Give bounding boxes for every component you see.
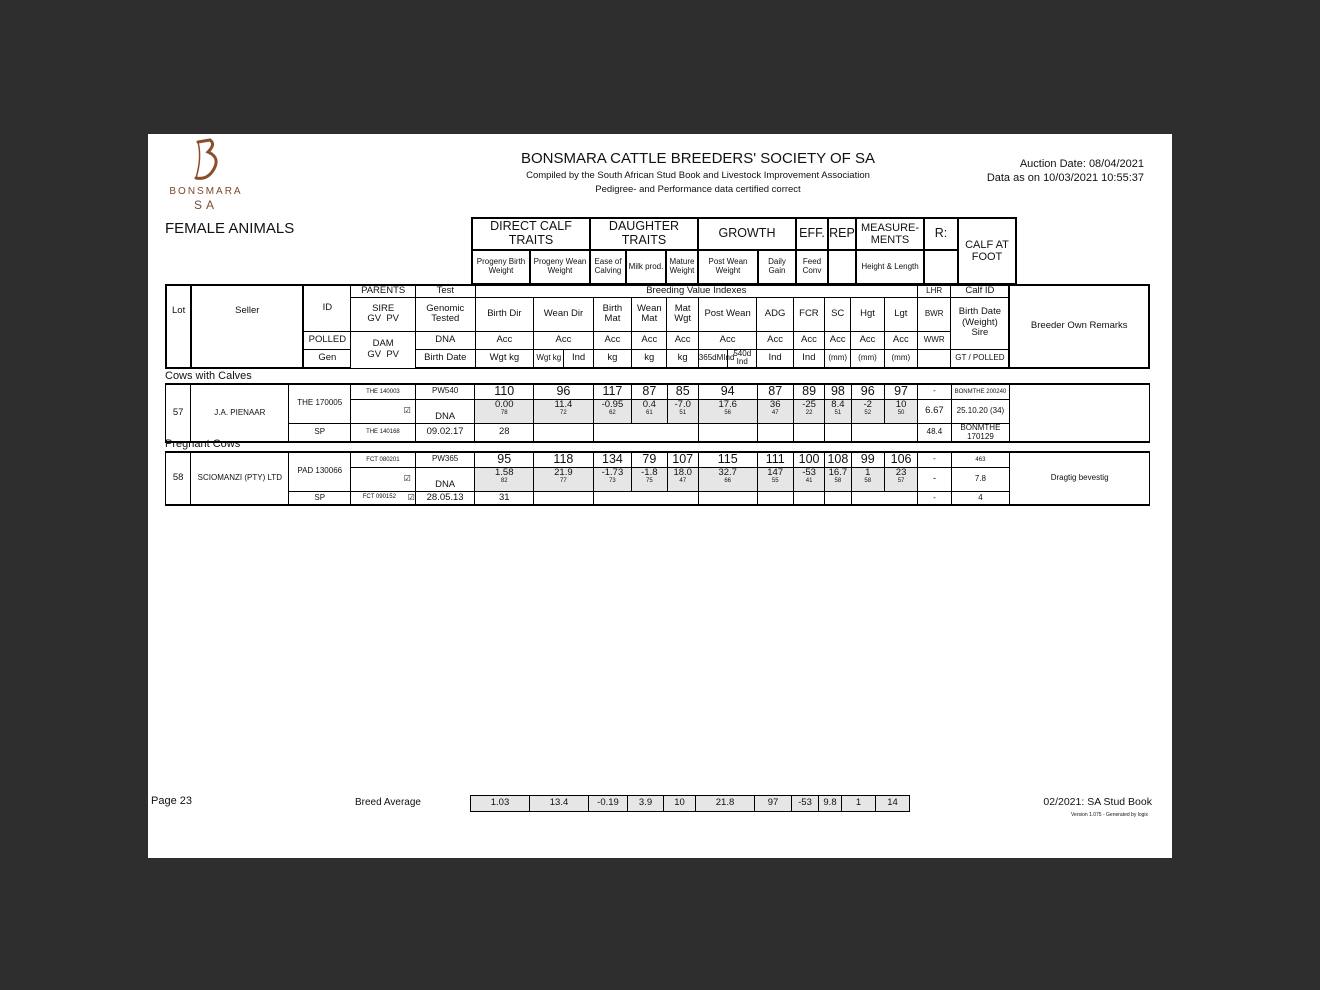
col-fcr: FCR (793, 297, 824, 331)
bvi-value: 79 (632, 452, 667, 467)
breed-average-value: 14 (876, 796, 910, 812)
subtitle-1: Compiled by the South African Stud Book and Livestock Improvement Association (526, 170, 870, 181)
ratio-3: - (918, 491, 951, 505)
bvi-value: 100 (793, 452, 824, 467)
bvi-acc: 75 (645, 478, 653, 485)
lot-number: 58 (166, 452, 191, 505)
bvi-ebv: -2 (863, 398, 872, 410)
wgt-value: 31 (475, 491, 534, 505)
bvi-acc: 78 (500, 410, 508, 417)
unit-kg-1: kg (593, 349, 631, 368)
group-rep: REP (828, 218, 856, 250)
gen-code: SP (289, 491, 351, 505)
col-wean-mat: Wean Mat (632, 297, 667, 331)
animal-id: THE 170005 (289, 384, 351, 423)
bvi-ebv: 11.4 (554, 398, 573, 410)
acc-6: Acc (698, 331, 757, 349)
bvi-cell (698, 399, 757, 423)
test-code: PW365 (415, 452, 475, 467)
dna-label: DNA (415, 399, 475, 423)
col-calf-id: Calf ID (951, 285, 1010, 297)
col-bwr: BWR (918, 297, 951, 331)
bvi-value: 89 (793, 384, 824, 399)
bvi-acc: 77 (560, 478, 567, 485)
breed-average-value: 1.03 (471, 796, 530, 812)
bvi-cell (593, 467, 631, 491)
bvi-ebv: -25 (802, 398, 816, 410)
col-mat-wgt: Mat Wgt (667, 297, 698, 331)
bvi-value: 87 (632, 384, 667, 399)
sire-gv: GV (367, 313, 382, 324)
bvi-value: 96 (851, 384, 884, 399)
bvi-acc: 66 (724, 478, 732, 485)
section-title: FEMALE ANIMALS (165, 220, 295, 237)
animal-row-table (165, 451, 1150, 506)
breed-average-table (470, 795, 910, 812)
bvi-ebv: 32.7 (718, 466, 737, 478)
acc-11: Acc (884, 331, 917, 349)
bvi-value: 118 (534, 452, 594, 467)
category-pregnant: Pregnant Cows (165, 438, 241, 450)
acc-8: Acc (793, 331, 824, 349)
bvi-ebv: 0.00 (495, 398, 514, 410)
col-remarks: Breeder Own Remarks (1009, 285, 1149, 368)
col-genomic: Genomic Tested (415, 297, 475, 331)
birth-date: 28.05.13 (415, 491, 475, 505)
animal-id: PAD 130066 (289, 452, 351, 491)
acc-2: Acc (534, 331, 594, 349)
group-measurements: MEASURE-MENTS (856, 218, 924, 250)
bvi-cell (884, 467, 917, 491)
bvi-cell (475, 467, 534, 491)
bvi-acc: 47 (771, 410, 779, 417)
col-dam (351, 331, 416, 368)
group-daughter: DAUGHTER TRAITS (590, 218, 698, 250)
breed-average-value: 9.8 (819, 796, 842, 812)
bvi-cell (851, 467, 884, 491)
dam-label: DAM (372, 338, 394, 350)
bvi-ebv: 17.6 (718, 398, 737, 410)
bvi-ebv: -7.0 (674, 398, 691, 410)
sire-label: SIRE (372, 302, 395, 314)
group-header-table (471, 217, 1017, 285)
version-label: Version 1.075 - Generated by logix (1071, 812, 1148, 818)
bvi-cell (534, 399, 594, 423)
breeder-remarks: Dragtig bevestig (1010, 452, 1150, 505)
birth-date: 09.02.17 (415, 423, 475, 442)
breed-average-value: 97 (755, 796, 792, 812)
acc-7: Acc (757, 331, 793, 349)
ratio-2: - (918, 467, 951, 491)
breed-average-value: 13.4 (530, 796, 589, 812)
bvi-acc: 58 (864, 478, 872, 485)
sub-pwnw: Post Wean Weight (698, 250, 758, 284)
dam-pv: PV (386, 348, 400, 360)
bvi-cell (884, 399, 917, 423)
bvi-cell (793, 467, 824, 491)
bvi-ebv: 36 (769, 398, 781, 410)
bvi-ebv: 147 (767, 466, 784, 478)
bvi-acc: 51 (834, 410, 842, 417)
bvi-acc: 61 (645, 410, 653, 417)
bvi-acc: 22 (805, 410, 813, 417)
bvi-cell (475, 399, 534, 423)
sub-pww: Progeny Wean Weight (530, 250, 590, 284)
calf-line-1: 463 (951, 452, 1010, 467)
col-birth-mat: Birth Mat (593, 297, 631, 331)
dam-id: THE 140168 (351, 423, 416, 442)
bvi-value: 95 (475, 452, 534, 467)
bvi-ebv: 0.4 (642, 398, 656, 410)
sub-fc: Feed Conv (796, 250, 828, 284)
bvi-acc: 56 (724, 410, 732, 417)
bvi-ebv: 21.9 (554, 466, 573, 478)
col-wean-dir: Wean Dir (534, 297, 594, 331)
dna-label: DNA (415, 467, 475, 491)
unit-mm-lgt: (mm) (884, 349, 917, 368)
acc-9: Acc (825, 331, 851, 349)
bvi-ebv: 1.58 (495, 466, 514, 478)
gen-code: SP (289, 423, 351, 442)
calf-line-2: 25.10.20 (34) (951, 399, 1010, 423)
unit-mm-sc: (mm) (825, 349, 851, 368)
calf-line-2: 7.8 (951, 467, 1010, 491)
sub-hl: Height & Length (856, 250, 924, 284)
sire-pv: PV (386, 313, 400, 324)
col-gen: Gen (303, 349, 350, 368)
unit-365dm-label: 365dM (698, 352, 724, 362)
ratio-2: 6.67 (918, 399, 951, 423)
breed-average-value: -0.19 (589, 796, 628, 812)
acc-4: Acc (632, 331, 667, 349)
bvi-ebv: -1.73 (601, 466, 624, 478)
col-sc: SC (825, 297, 851, 331)
logo-sa: SA (193, 198, 218, 212)
bvi-cell (593, 399, 631, 423)
calf-sire-label: Sire (971, 327, 989, 339)
bvi-acc: 58 (834, 478, 842, 485)
breed-average-value: -53 (792, 796, 819, 812)
col-test: Test (415, 285, 475, 297)
col-calf-bd (951, 297, 1010, 349)
studbook-label: 02/2021: SA Stud Book (1043, 796, 1152, 808)
sub-milk: Milk prod. (626, 250, 666, 284)
page-number: Page 23 (151, 795, 192, 807)
group-direct-calf: DIRECT CALF TRAITS (472, 218, 590, 250)
bvi-acc: 82 (500, 478, 508, 485)
unit-365-ind: Ind (723, 352, 735, 362)
animal-row-table (165, 383, 1150, 443)
seller-name: SCIOMANZI (PTY) LTD (191, 452, 289, 505)
logo-text: BONSMARA (169, 186, 243, 197)
dam-check-icon: ☑ (407, 492, 415, 502)
unit-ind: Ind (564, 349, 593, 368)
lot-number: 57 (166, 384, 191, 442)
breed-average-value: 1 (842, 796, 876, 812)
bvi-acc: 47 (679, 478, 687, 485)
sire-check-icon: ☑ (351, 399, 416, 423)
col-bvi: Breeding Value Indexes (475, 285, 917, 297)
acc-10: Acc (851, 331, 884, 349)
group-r: R: (924, 218, 958, 250)
breeder-remarks (1010, 384, 1150, 442)
bvi-ebv: 18.0 (673, 466, 692, 478)
bvi-acc: 51 (679, 410, 687, 417)
dam-id: FCT 090152 ☑ (351, 491, 416, 505)
unit-kg-3: kg (667, 349, 698, 368)
bvi-value: 96 (534, 384, 594, 399)
bvi-value: 134 (593, 452, 631, 467)
col-lgt: Lgt (884, 297, 917, 331)
group-calf-at-foot: CALF AT FOOT (958, 218, 1016, 284)
unit-ind-fcr: Ind (793, 349, 824, 368)
bvi-acc: 72 (560, 410, 567, 417)
bvi-cell (632, 399, 667, 423)
bvi-ebv: -53 (802, 466, 816, 478)
bvi-value: 94 (698, 384, 757, 399)
bvi-value: 106 (884, 452, 917, 467)
breed-average-value: 21.8 (696, 796, 755, 812)
bvi-value: 108 (825, 452, 851, 467)
bonsmara-logo-icon (188, 138, 228, 182)
bvi-value: 87 (757, 384, 793, 399)
calf-bd-label: Birth Date (Weight) (958, 306, 1002, 328)
sub-dg: Daily Gain (758, 250, 796, 284)
bvi-value: 115 (698, 452, 757, 467)
bvi-cell (825, 467, 851, 491)
acc-1: Acc (475, 331, 534, 349)
col-birth-date: Birth Date (415, 349, 475, 368)
col-dna: DNA (415, 331, 475, 349)
bvi-ebv: 10 (895, 398, 907, 410)
breed-average-value: 10 (664, 796, 696, 812)
col-sire (351, 297, 416, 331)
bvi-cell (757, 399, 793, 423)
acc-5: Acc (667, 331, 698, 349)
ratio-1: - (918, 452, 951, 467)
calf-line-1: BONMTHE 200240 (951, 384, 1010, 399)
col-polled: POLLED (303, 331, 350, 349)
breed-average-label: Breed Average (355, 797, 421, 808)
calf-line-3: 4 (951, 491, 1010, 505)
bvi-acc: 50 (897, 410, 905, 417)
bvi-value: 107 (667, 452, 698, 467)
bvi-ebv: -1.8 (641, 466, 658, 478)
bvi-value: 97 (884, 384, 917, 399)
sub-eoc: Ease of Calving (590, 250, 626, 284)
bvi-value: 111 (757, 452, 793, 467)
bvi-cell (632, 467, 667, 491)
bvi-ebv: -0.95 (601, 398, 624, 410)
bvi-cell (698, 467, 757, 491)
col-hgt: Hgt (851, 297, 884, 331)
bvi-value: 110 (475, 384, 534, 399)
bvi-value: 117 (593, 384, 631, 399)
bvi-cell (757, 467, 793, 491)
column-header-table (165, 284, 1150, 369)
bvi-cell (667, 467, 698, 491)
col-id: ID (303, 285, 350, 331)
ratio-1: - (918, 384, 951, 399)
unit-mm-hgt: (mm) (851, 349, 884, 368)
col-lhr: LHR (918, 285, 951, 297)
bvi-acc: 57 (897, 478, 905, 485)
col-lot: Lot (166, 285, 191, 368)
bvi-ebv: 16.7 (828, 466, 848, 478)
bvi-ebv: 23 (895, 466, 907, 478)
sire-check-icon: ☑ (351, 467, 416, 491)
ratio-3: 48.4 (918, 423, 951, 442)
acc-3: Acc (593, 331, 631, 349)
col-wwr: WWR (918, 331, 951, 349)
col-parents: PARENTS (351, 285, 416, 297)
report-page (148, 134, 1172, 858)
unit-kg-2: kg (632, 349, 667, 368)
sub-pbw: Progeny Birth Weight (472, 250, 530, 284)
col-gt-polled: GT / POLLED (951, 349, 1010, 368)
bvi-cell (825, 399, 851, 423)
seller-name: J.A. PIENAAR (191, 384, 289, 442)
col-post-wean: Post Wean (698, 297, 757, 331)
col-birth-dir: Birth Dir (475, 297, 534, 331)
breed-average-value: 3.9 (628, 796, 664, 812)
bvi-acc: 62 (609, 410, 616, 417)
category-cows-with-calves: Cows with Calves (165, 370, 252, 382)
bvi-acc: 41 (805, 478, 813, 485)
bvi-cell (534, 467, 594, 491)
page-title: BONSMARA CATTLE BREEDERS' SOCIETY OF SA (520, 150, 876, 167)
group-growth: GROWTH (698, 218, 796, 250)
dam-gv: GV (367, 348, 382, 360)
unit-wgt-kg: Wgt kg (475, 349, 534, 368)
auction-date: Auction Date: 08/04/2021 (1019, 158, 1144, 170)
unit-365dm (698, 349, 735, 368)
bvi-ebv: 1 (865, 466, 871, 478)
bvi-value: 98 (825, 384, 851, 399)
data-as-on: Data as on 10/03/2021 10:55:37 (986, 172, 1144, 184)
bvi-cell (667, 399, 698, 423)
bvi-cell (793, 399, 824, 423)
col-adg: ADG (757, 297, 793, 331)
bvi-acc: 52 (864, 410, 872, 417)
bvi-ebv: 8.4 (831, 398, 845, 410)
unit-540d: 540d Ind (728, 349, 757, 368)
unit-wgt-kg-2: Wgt kg (534, 349, 564, 368)
bvi-acc: 73 (609, 478, 616, 485)
sire-id: THE 140003 (351, 384, 416, 399)
bvi-value: 99 (851, 452, 884, 467)
wgt-value: 28 (475, 423, 534, 442)
bvi-value: 85 (667, 384, 698, 399)
col-seller: Seller (191, 285, 303, 368)
bvi-acc: 55 (771, 478, 779, 485)
subtitle-2: Pedigree- and Performance data certified correct (595, 184, 801, 195)
test-code: PW540 (415, 384, 475, 399)
sub-mw: Mature Weight (666, 250, 698, 284)
calf-line-3: BONMTHE 170129 (951, 423, 1010, 442)
group-eff: EFF. (796, 218, 828, 250)
sire-id: FCT 080201 (351, 452, 416, 467)
unit-ind-adg: Ind (757, 349, 793, 368)
bvi-cell (851, 399, 884, 423)
